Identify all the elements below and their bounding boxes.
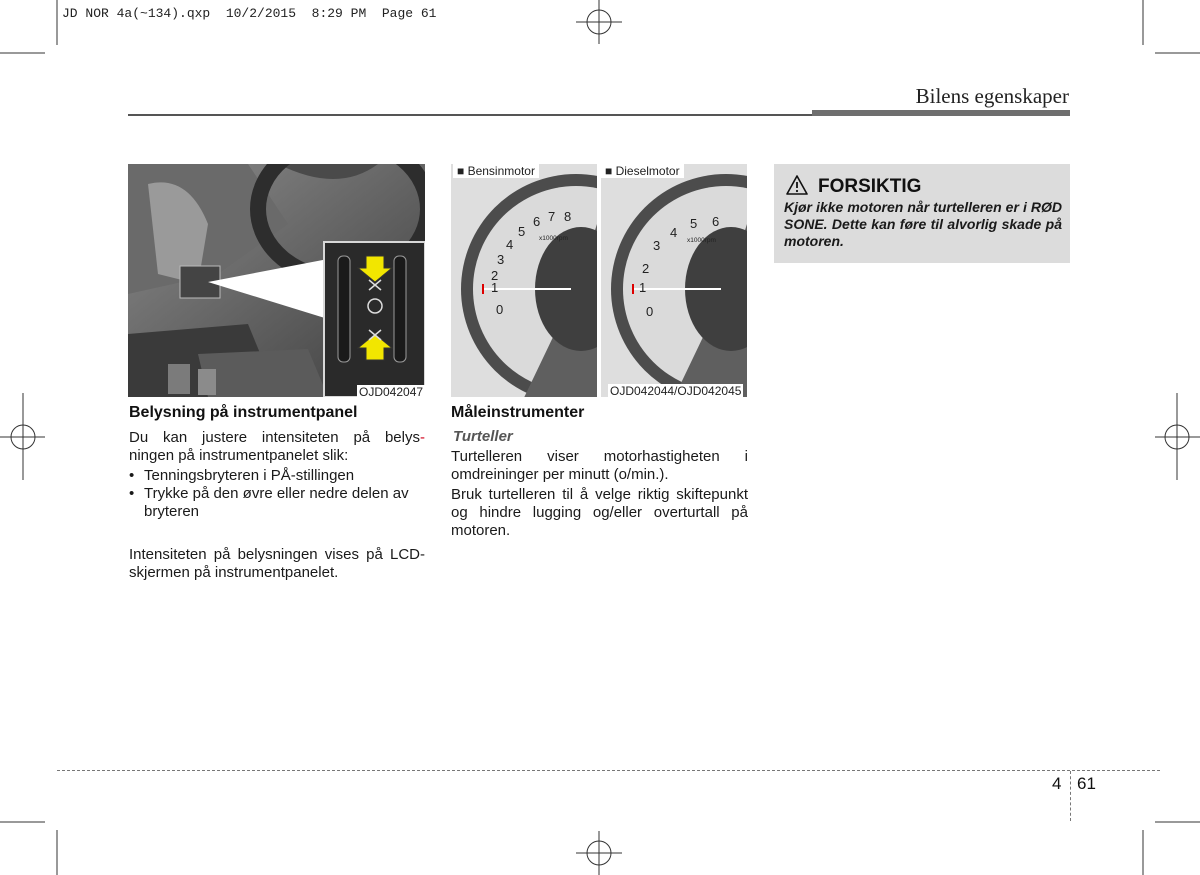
bullet-list (129, 467, 425, 521)
gauge-tick-label: 8 (564, 209, 572, 224)
tachometer-petrol (451, 164, 597, 397)
gauge-tick-label: 1 (491, 280, 499, 295)
tachometer-text-2: Bruk turtelleren til å velge riktig skiftepunkt og hindre lugging og/eller overturtall på motoren. (451, 486, 748, 539)
gauge-tick-label: 4 (670, 225, 678, 240)
gauge-tick-label: 6 (712, 214, 720, 229)
caution-text: Kjør ikke motoren når turtelleren er i RØD SONE. Dette kan føre til alvorlig skade på motoren. (784, 199, 1062, 249)
intro-part1: Du kan justere intensiteten på belys (129, 429, 420, 446)
heading-gauges: Måleinstrumenter (451, 404, 585, 421)
bullet-item: • Trykke på den øvre eller nedre delen av bryteren (129, 485, 425, 521)
tachometer-diesel-figure (601, 164, 747, 397)
gauge-tick-label: 6 (533, 214, 541, 229)
heading-instrument-lighting: Belysning på instrumentpanel (129, 404, 358, 421)
gauge-unit: x1000rpm (687, 237, 716, 244)
section-title: Bilens egenskaper (915, 84, 1069, 108)
chapter-number: 4 (1052, 774, 1062, 793)
gauge-tick-label: 5 (518, 224, 526, 239)
gauge-tick-label: 0 (646, 304, 654, 319)
gauge-unit: x1000rpm (539, 235, 568, 242)
intro-text (129, 429, 425, 465)
dashboard-illustration (128, 164, 425, 397)
outro-text: Intensiteten på belysningen vises på LCD-skjermen på instrumentpanelet. (129, 546, 425, 581)
tag-diesel-engine: ■ Dieselmotor (601, 164, 684, 178)
page-number: 61 (1077, 774, 1096, 793)
intro-part2: ningen på instrumentpanelet slik: (129, 447, 349, 464)
gauge-tick-label: 3 (497, 252, 505, 267)
figure-code-middle: OJD042044/OJD042045 (610, 384, 742, 398)
subheading-tachometer: Turteller (453, 428, 513, 445)
caution-box (774, 164, 1070, 263)
tachometer-petrol-figure (451, 164, 597, 397)
caution-title: FORSIKTIG (818, 176, 922, 197)
header-rule (128, 114, 812, 116)
gauge-tick-label: 5 (690, 216, 698, 231)
gauge-tick-label: 3 (653, 238, 661, 253)
print-slug: JD NOR 4a(~134).qxp 10/2/2015 8:29 PM Page 61 (62, 6, 437, 21)
gauge-tick-label: 2 (642, 261, 650, 276)
gauge-tick-label: 0 (496, 302, 504, 317)
bullet-item: • Tenningsbryteren i PÅ-stillingen (129, 467, 425, 485)
footer-dashed-divider (1070, 771, 1071, 821)
gauge-tick-label: 2 (491, 268, 499, 283)
intro-line-1 (129, 429, 425, 447)
gauge-tick-label: 1 (639, 280, 647, 295)
tachometer-text-1: Turtelleren viser motorhastigheten i omdreininger per minutt (o/min.). (451, 448, 748, 483)
footer-dashed-rule (57, 770, 1160, 771)
dashboard-photo (128, 164, 425, 397)
warning-triangle-icon (786, 175, 808, 195)
tag-petrol-engine: ■ Bensinmotor (453, 164, 539, 178)
header-rule-accent (812, 110, 1070, 116)
intro-hyphen: - (420, 429, 425, 446)
gauge-tick-label: 4 (506, 237, 514, 252)
tachometer-diesel (601, 164, 747, 397)
figure-code-left: OJD042047 (359, 385, 424, 399)
gauge-tick-label: 7 (548, 209, 556, 224)
